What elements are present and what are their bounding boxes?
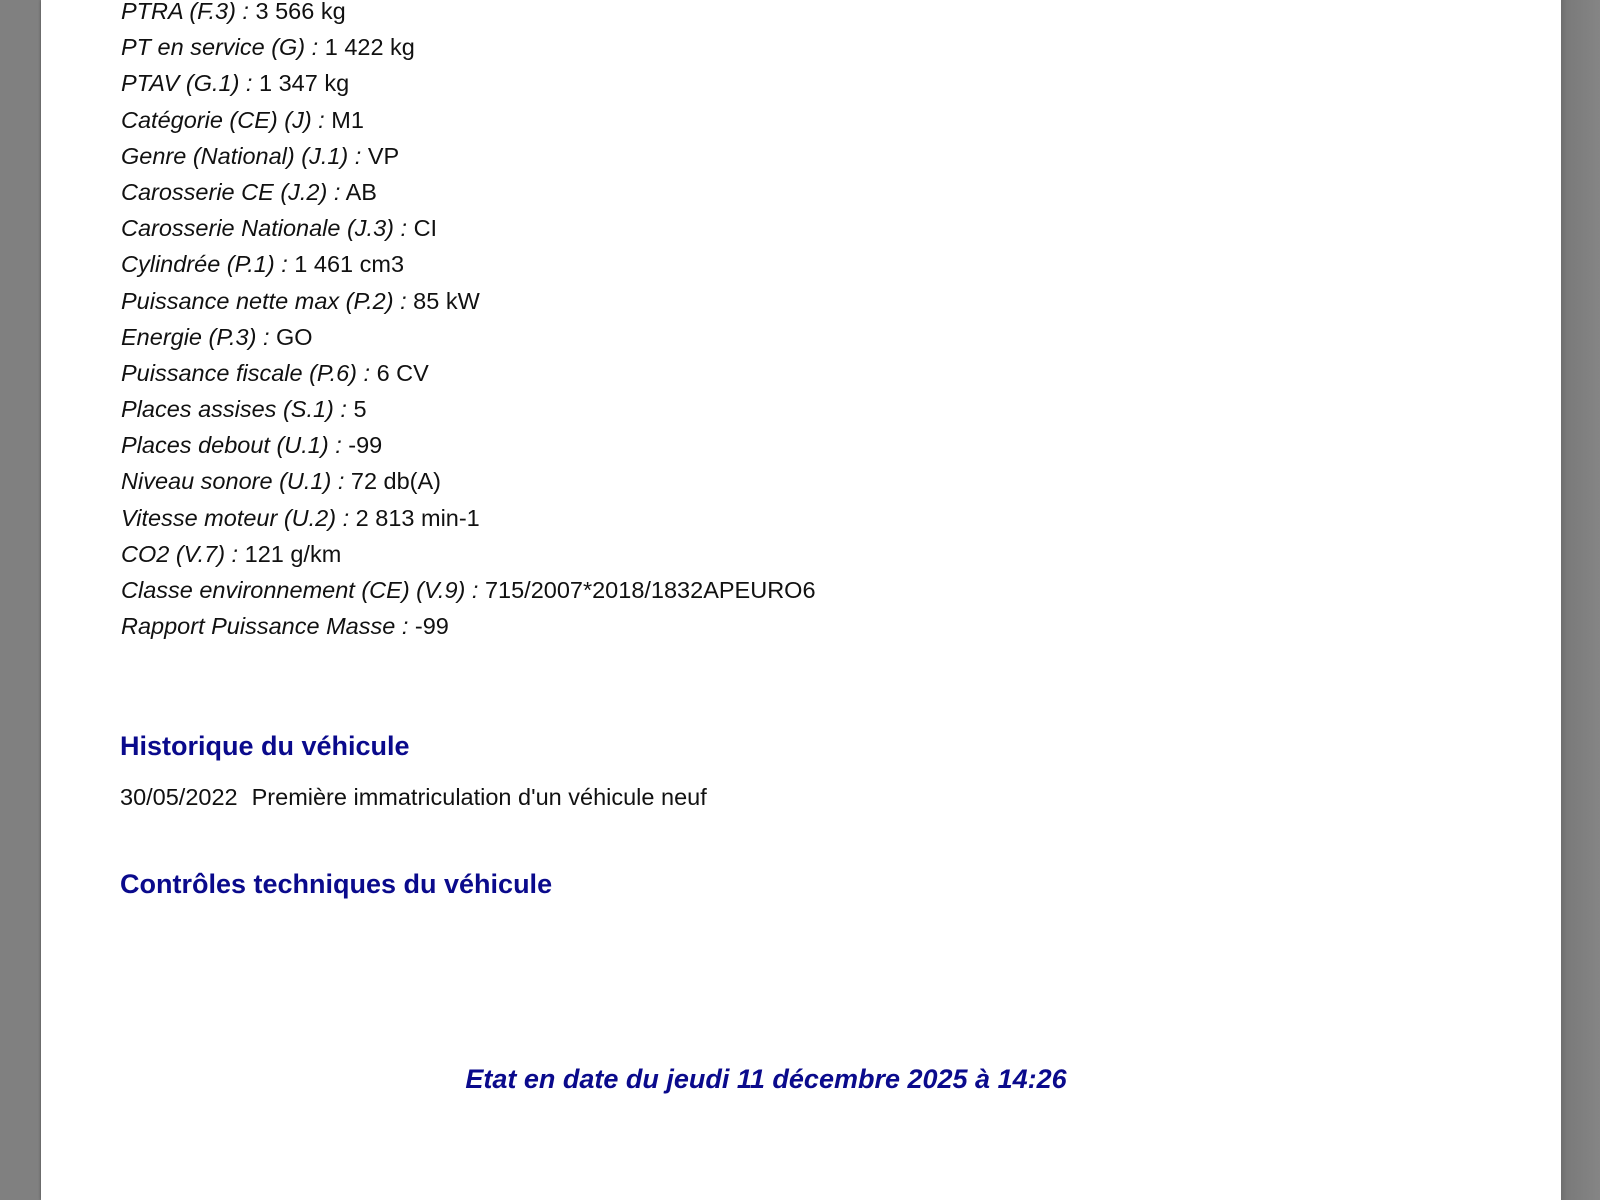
history-entry-event: Première immatriculation d'un véhicule neuf xyxy=(251,784,707,810)
characteristic-value: 5 xyxy=(353,396,367,423)
characteristic-label: Puissance fiscale (P.6) : xyxy=(121,359,371,386)
characteristic-value: 72 db(A) xyxy=(350,468,442,495)
characteristic-value: AB xyxy=(345,178,377,205)
characteristic-row xyxy=(121,319,816,355)
report-state-date: Etat en date du jeudi 11 décembre 2025 à 14:26 xyxy=(465,1064,1067,1094)
viewer-right-margin xyxy=(1561,0,1600,1200)
characteristic-value: 715/2007*2018/1832APEURO6 xyxy=(484,577,816,603)
characteristic-row xyxy=(121,102,816,138)
characteristic-value: 2 813 min-1 xyxy=(355,504,480,531)
characteristic-row xyxy=(121,572,816,608)
characteristic-label: Energie (P.3) : xyxy=(121,323,270,350)
characteristic-label: Puissance nette max (P.2) : xyxy=(121,287,407,314)
history-entry-date: 30/05/2022 xyxy=(120,784,238,810)
characteristic-row xyxy=(121,536,816,572)
characteristic-row xyxy=(121,0,816,29)
characteristic-value: 1 422 kg xyxy=(324,34,415,61)
characteristic-value: 3 566 kg xyxy=(255,0,346,24)
characteristic-row xyxy=(121,608,816,644)
characteristic-value: M1 xyxy=(331,106,364,133)
characteristic-label: Classe environnement (CE) (V.9) : xyxy=(121,577,479,603)
characteristic-value: -99 xyxy=(348,432,383,459)
characteristic-row xyxy=(121,427,816,463)
characteristic-label: Carosserie CE (J.2) : xyxy=(121,178,341,205)
characteristic-label: Niveau sonore (U.1) : xyxy=(121,468,345,495)
characteristic-value: GO xyxy=(276,323,313,350)
history-entry xyxy=(120,784,707,811)
history-list xyxy=(120,784,707,811)
characteristic-label: CO2 (V.7) : xyxy=(121,540,239,567)
characteristic-label: PTRA (F.3) : xyxy=(121,0,249,24)
characteristic-value: 85 kW xyxy=(413,287,480,314)
characteristic-label: PT en service (G) : xyxy=(121,34,319,61)
characteristic-label: PTAV (G.1) : xyxy=(121,70,253,97)
characteristic-row xyxy=(121,355,816,391)
characteristic-value: VP xyxy=(367,142,400,169)
characteristic-row xyxy=(121,174,816,210)
characteristic-row xyxy=(121,500,816,536)
characteristic-label: Carosserie Nationale (J.3) : xyxy=(121,215,408,242)
characteristic-label: Cylindrée (P.1) : xyxy=(121,251,288,278)
characteristic-value: -99 xyxy=(414,613,449,640)
characteristic-row xyxy=(121,391,816,427)
characteristic-row xyxy=(121,210,816,246)
characteristic-label: Rapport Puissance Masse : xyxy=(121,613,409,640)
characteristic-value: 6 CV xyxy=(376,359,429,386)
document-page xyxy=(41,0,1561,1200)
characteristic-value: 1 461 cm3 xyxy=(294,251,405,278)
vehicle-characteristics-list xyxy=(121,0,816,644)
characteristic-row xyxy=(121,65,816,101)
characteristic-row xyxy=(121,283,816,319)
characteristic-label: Catégorie (CE) (J) : xyxy=(121,106,325,133)
characteristic-value: 121 g/km xyxy=(244,540,342,567)
characteristic-row xyxy=(121,29,816,65)
characteristic-value: 1 347 kg xyxy=(258,70,350,97)
characteristic-row xyxy=(121,138,816,174)
history-section-title: Historique du véhicule xyxy=(120,731,410,761)
characteristic-label: Genre (National) (J.1) : xyxy=(121,142,362,169)
characteristic-label: Places debout (U.1) : xyxy=(121,432,342,459)
characteristic-row xyxy=(121,463,816,499)
technical-checks-section-title: Contrôles techniques du véhicule xyxy=(120,869,553,899)
characteristic-value: CI xyxy=(413,215,438,242)
characteristic-row xyxy=(121,246,816,282)
characteristic-label: Places assises (S.1) : xyxy=(121,396,347,423)
characteristic-label: Vitesse moteur (U.2) : xyxy=(121,504,350,531)
